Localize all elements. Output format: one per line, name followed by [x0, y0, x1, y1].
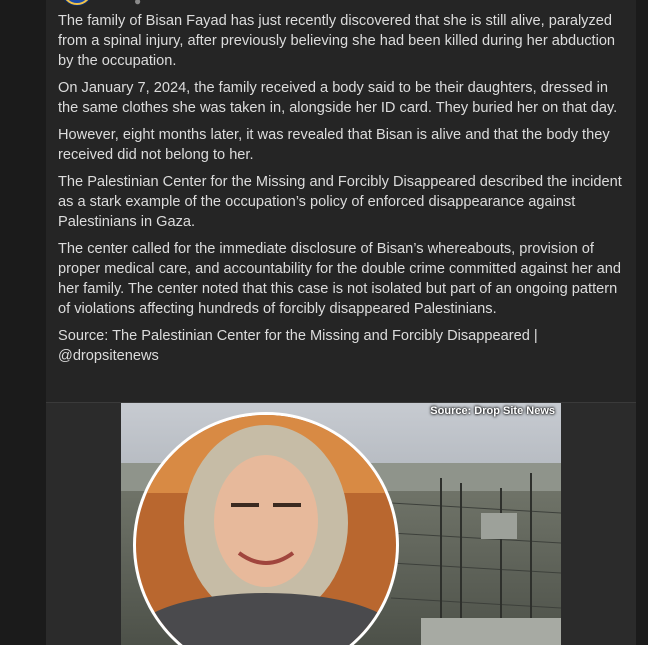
globe-icon: ● [134, 0, 142, 8]
avatar-icon[interactable] [60, 0, 94, 6]
post-photo[interactable] [121, 403, 561, 645]
paragraph-revealed: However, eight months later, it was revealed that Bisan is alive and that the body they received did not belong to her. [58, 127, 610, 163]
source-watermark: Source: Drop Site News [430, 405, 555, 417]
paragraph-center-statement: The Palestinian Center for the Missing and Forcibly Disappeared described the incident as a stark example of the occupation’s policy of enforced disappearance against Palestinians in Gaza. [58, 174, 622, 230]
paragraph-center-demands: The center called for the immediate disclosure of Bisan’s whereabouts, provision of proper medical care, and accountability for the double crime committed against her and her family. The center noted that this case is not isolated but part of an ongoing pattern of violations affecting hundreds of forcibly disappeared Palestinians. [58, 241, 621, 317]
left-gutter [0, 0, 46, 644]
paragraph-intro: The family of Bisan Fayad has just recently discovered that she is still alive, paralyzed from a spinal injury, after previously believing she had been killed during her abduction by the occupation. [58, 13, 616, 69]
post-text [58, 11, 628, 373]
media-container [46, 402, 636, 645]
post-card [46, 0, 636, 644]
right-gutter [636, 0, 648, 644]
paragraph-body-received: On January 7, 2024, the family received a body said to be their daughters, dressed in the same clothes she was taken in, alongside her ID card. They buried her on that day. [58, 80, 618, 116]
paragraph-source: Source: The Palestinian Center for the Missing and Forcibly Disappeared | @dropsitenews [58, 328, 538, 364]
